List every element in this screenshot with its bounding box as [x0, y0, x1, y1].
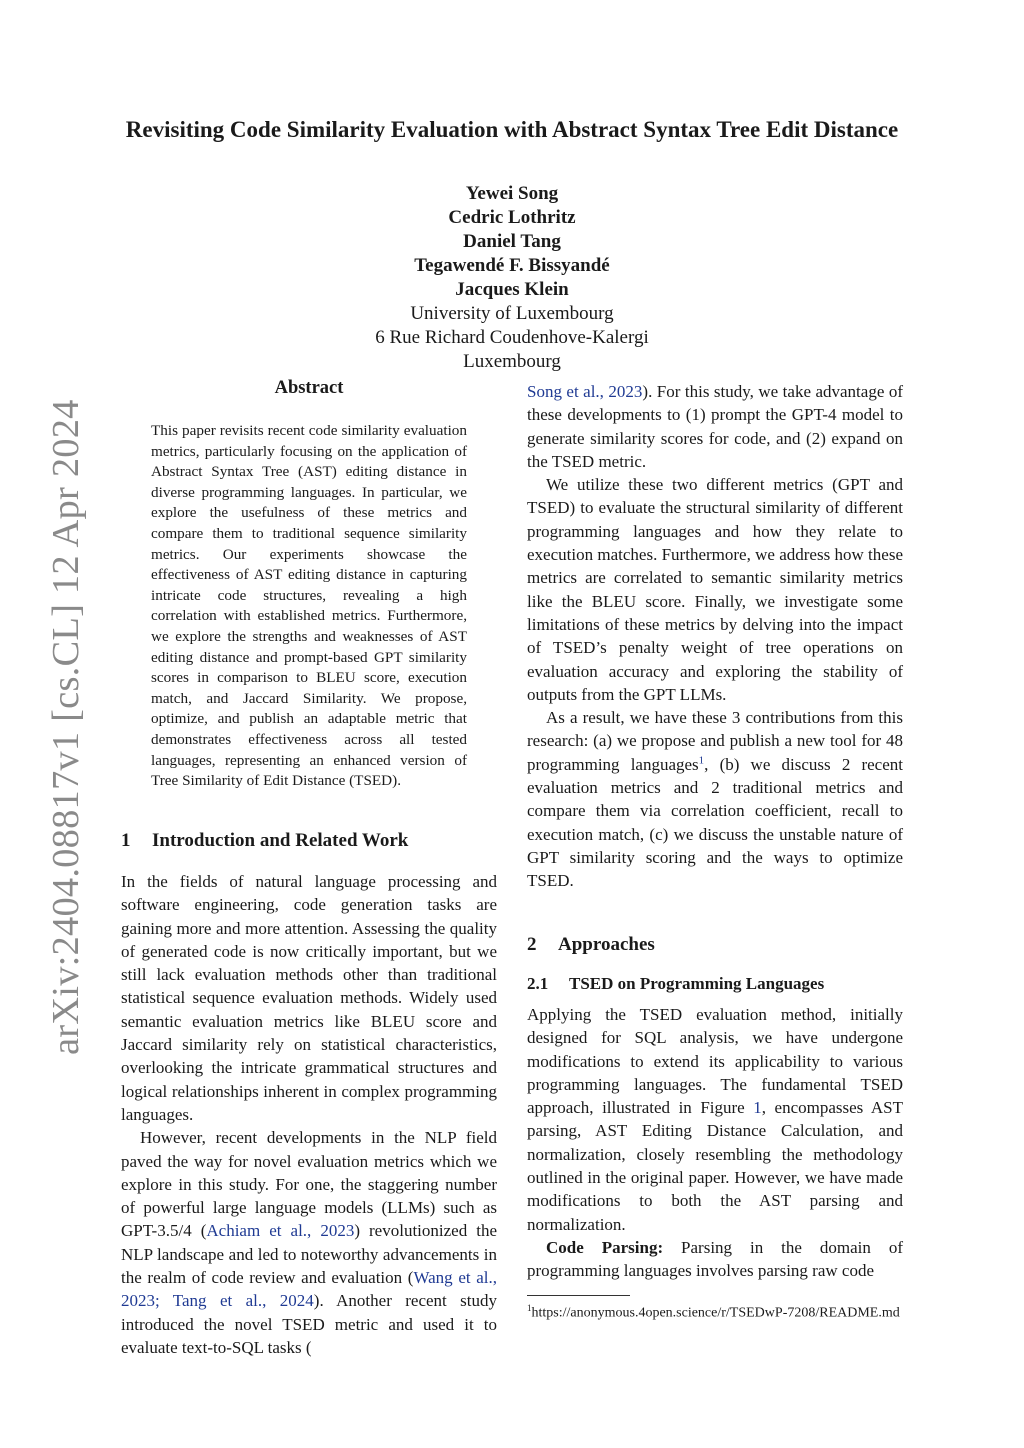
- affiliation-country: Luxembourg: [463, 351, 561, 372]
- subsection-title: TSED on Programming Languages: [569, 974, 825, 993]
- author-name: Daniel Tang: [463, 231, 561, 252]
- footnote-url[interactable]: https://anonymous.4open.science/r/TSEDwP-7208/README.md: [531, 1305, 900, 1321]
- paragraph-label: Code Parsing:: [546, 1237, 664, 1257]
- approach-paragraph-1: Applying the TSED evaluation method, initially designed for SQL analysis, we have undergone modifications to extend its applicability to various programming languages. The fundamental TSED approach, illustrated in Figure 1, encompasses AST parsing, AST Editing Distance Calculation, and normalization, closely resembling the methodology outlined in the original paper. However, we have made modifications to both the AST parsing and normalization.: [527, 1005, 904, 1234]
- affiliation-address: 6 Rue Richard Coudenhove-Kalergi: [375, 327, 649, 348]
- citation-song[interactable]: Song et al., 2023: [527, 382, 643, 401]
- abstract-text: This paper revisits recent code similarity evaluation metrics, particularly focusing on the application of Abstract Syntax Tree (AST) editing distance in diverse programming languages. In particular, we explore the usefulness of these metrics and compare them to traditional sequence similarity metrics. Our experiments showcase the effectiveness of AST editing distance in capturing intricate code structures, revealing a high correlation with established metrics. Furthermore, we explore the strengths and weaknesses of AST editing distance and prompt-based GPT similarity scores in comparison to BLEU score, execution match, and Jaccard Similarity. We propose, optimize, and publish an adaptable metric that demonstrates effectiveness across all tested languages, representing an enhanced version of Tree Similarity of Edit Distance (TSED).: [151, 422, 467, 790]
- figure-reference[interactable]: 1: [753, 1098, 762, 1118]
- intro-paragraph-2-cont: Song et al., 2023). For this study, we take advantage of these developments to (1) prompt the GPT-4 model to generate similarity scores for code, and (2) expand on the TSED metric.: [527, 382, 904, 471]
- author-name: Yewei Song: [465, 183, 559, 204]
- affiliation-institution: University of Luxembourg: [410, 303, 614, 324]
- footnote-marker[interactable]: 1: [698, 754, 705, 767]
- intro-paragraph-1: In the fields of natural language processing and software engineering, code generation tasks are gaining more and more attention. Assessing the quality of generated code is now critically important, but we still lack evaluation methods other than traditional statistical sequence evaluation methods. Widely used semantic evaluation metrics like BLEU score and Jaccard similarity rely on statistical characteristics, overlooking the intricate grammatical structures and logical relationships inherent in complex programming languages.: [121, 872, 497, 1124]
- section-2-heading: [527, 934, 903, 956]
- section-title: Approaches: [558, 934, 655, 955]
- citation-wang-tang[interactable]: Wang et al., 2023; Tang et al., 2024: [121, 1268, 497, 1311]
- footnote-number: 1: [527, 1303, 532, 1313]
- author-name: Tegawendé F. Bissyandé: [414, 255, 610, 276]
- section-title: Introduction and Related Work: [152, 830, 409, 851]
- author-name: Cedric Lothritz: [448, 207, 576, 228]
- citation-achiam[interactable]: Achiam et al., 2023: [206, 1221, 355, 1241]
- intro-paragraph-2: However, recent developments in the NLP field paved the way for novel evaluation metrics which we explore in this study. For one, the staggering number of powerful large language models (LLMs) such as GPT-3.5/4 (Achiam et al., 2023) revolutionized the NLP landscape and led to noteworthy advancements in the realm of code review and evaluation (Wang et al., 2023; Tang et al., 2024). Another recent study introduced the novel TSED metric and used it to evaluate text-to-SQL tasks (: [121, 1128, 497, 1357]
- left-column-body: [121, 870, 497, 1359]
- section-number: 1: [121, 830, 131, 851]
- subsection-2-1-heading: [527, 974, 903, 994]
- arxiv-identifier: arXiv:2404.08817v1 [cs.CL] 12 Apr 2024: [45, 399, 87, 1055]
- subsection-number: 2.1: [527, 974, 549, 993]
- approach-paragraph-2: Code Parsing: Parsing in the domain of programming languages involves parsing raw code: [527, 1237, 903, 1281]
- footnote: [527, 1299, 903, 1323]
- author-name: Jacques Klein: [455, 279, 569, 300]
- abstract-heading: Abstract: [274, 378, 344, 398]
- paper-title: Revisiting Code Similarity Evaluation with Abstract Syntax Tree Edit Distance: [125, 117, 899, 142]
- right-column-body: [527, 380, 903, 893]
- footnote-rule: [527, 1295, 630, 1296]
- section-1-heading: [121, 830, 497, 852]
- author-block: [262, 182, 762, 374]
- intro-paragraph-3: We utilize these two different metrics (GPT and TSED) to evaluate the structural similarity of different programming languages and how they relate to execution matches. Furthermore, we address how these metrics are correlated to semantic similarity metrics like the BLEU score. Finally, we investigate some limitations of these metrics by delving into the impact of TSED’s penalty weight of tree operations on evaluation accuracy and exploring the stability of outputs from the GPT LLMs.: [527, 475, 903, 704]
- section-2-body: [527, 1003, 903, 1283]
- intro-paragraph-4: As a result, we have these 3 contributions from this research: (a) we propose and publish a new tool for 48 programming languages$^1$, (b) we discuss 2 recent evaluation metrics and 2 traditional metrics and compare them via correlation coefficient, recall to execution match, (c) we discuss the unstable nature of GPT similarity scoring and the ways to optimize TSED.: [527, 708, 903, 891]
- section-number: 2: [527, 934, 537, 955]
